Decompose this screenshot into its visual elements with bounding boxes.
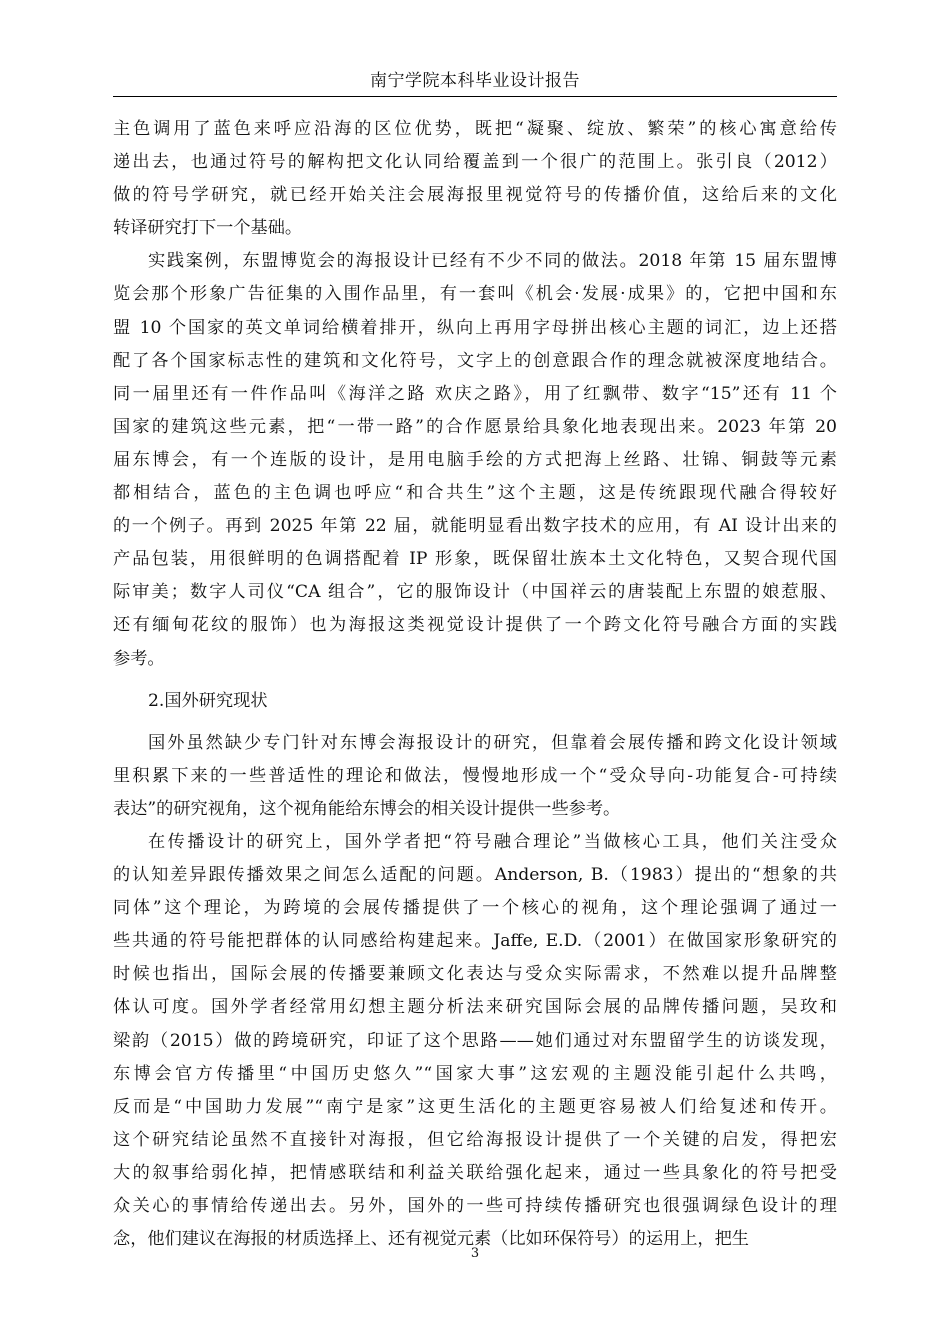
text-line: 时候也指出，国际会展的传播要兼顾文化表达与受众实际需求，不然难以提升品牌整 [113,964,837,985]
text-line: 的一个例子。再到 2025 年第 22 届，就能明显看出数字技术的应用，有 AI 设计出来的 [113,516,837,537]
text-line: 东博会官方传播里“中国历史悠久”“国家大事”这宏观的主题没能引起什么共鸣， [113,1063,837,1084]
text-line: 这个研究结论虽然不直接针对海报，但它给海报设计提供了一个关键的启发，得把宏 [113,1129,837,1150]
text-line: 览会那个形象广告征集的入围作品里，有一套叫《机会·发展·成果》的，它把中国和东 [113,284,837,305]
text-line: 实践案例，东盟博览会的海报设计已经有不少不同的做法。2018 年第 15 届东盟博 [148,251,837,272]
text-line: 转译研究打下一个基础。 [113,218,303,239]
text-line: 表达”的研究视角，这个视角能给东博会的相关设计提供一些参考。 [113,798,621,819]
paragraph [113,727,837,826]
text-line: 国家的建筑这些元素，把“一带一路”的合作愿景给具象化地表现出来。2023 年第 20 [113,416,837,437]
text-line: 里积累下来的一些普适性的理论和做法，慢慢地形成一个“受众导向-功能复合-可持续 [113,765,837,786]
text-line: 主色调用了蓝色来呼应沿海的区位优势，既把“凝聚、绽放、繁荣”的核心寓意给传 [113,119,837,139]
text-line: 大的叙事给弱化掉，把情感联结和利益关联给强化起来，通过一些具象化的符号把受 [113,1162,837,1183]
text-line: 的认知差异跟传播效果之间怎么适配的问题。Anderson, B.（1983）提出的“想象的共 [113,865,837,886]
text-line: 体认可度。国外学者经常用幻想主题分析法来研究国际会展的品牌传播问题，吴玫和 [113,997,837,1018]
text-line: 还有缅甸花纹的服饰）也为海报这类视觉设计提供了一个跨文化符号融合方面的实践 [113,615,837,636]
text-line: 盟 10 个国家的英文单词给横着排开，纵向上再用字母拼出核心主题的词汇，边上还搭 [113,317,837,338]
page-number: 3 [470,1246,480,1261]
section-heading: 2.国外研究现状 [148,690,268,711]
text-line: 届东博会，有一个连版的设计，是用电脑手绘的方式把海上丝路、壮锦、铜鼓等元素 [113,449,837,470]
text-line: 些共通的符号能把群体的认同感给构建起来。Jaffe, E.D.（2001）在做国家形象研究的 [113,931,837,952]
text-line: 众关心的事情给传递出去。另外，国外的一些可持续传播研究也很强调绿色设计的理 [113,1196,837,1216]
text-line: 产品包装，用很鲜明的色调搭配着 IP 形象，既保留壮族本土文化特色，又契合现代国 [113,549,837,570]
text-line: 都相结合，蓝色的主色调也呼应“和合共生”这个主题，这是传统跟现代融合得较好 [113,483,837,504]
text-line: 念，他们建议在海报的材质选择上、还有视觉元素（比如环保符号）的运用上，把生 [113,1229,749,1250]
text-line: 配了各个国家标志性的建筑和文化符号，文字上的创意跟合作的理念就被深度地结合。 [113,350,837,371]
text-line: 同一届里还有一件作品叫《海洋之路 欢庆之路》，用了红飘带、数字“15”还有 11 个 [113,383,837,404]
text-line: 同体”这个理论，为跨境的会展传播提供了一个核心的视角，这个理论强调了通过一 [113,898,837,919]
text-line: 在传播设计的研究上，国外学者把“符号融合理论”当做核心工具，他们关注受众 [148,831,837,852]
text-line: 递出去，也通过符号的解构把文化认同给覆盖到一个很广的范围上。张引良（2012） [113,152,837,173]
text-line: 反而是“中国助力发展”“南宁是家”这更生活化的主题更容易被人们给复述和传开。 [113,1096,837,1117]
text-line: 参考。 [113,648,165,669]
text-line: 做的符号学研究，就已经开始关注会展海报里视觉符号的传播价值，这给后来的文化 [113,185,837,206]
paragraph [113,826,837,1256]
body-text [113,113,837,1256]
paragraph [113,245,837,675]
running-header: 南宁学院本科毕业设计报告 [113,66,837,97]
text-line: 梁韵（2015）做的跨境研究，印证了这个思路——她们通过对东盟留学生的访谈发现， [113,1030,837,1051]
text-line: 国外虽然缺少专门针对东博会海报设计的研究，但靠着会展传播和跨文化设计领域 [148,732,837,753]
paragraph [113,113,837,245]
text-line: 际审美；数字人司仪“CA 组合”，它的服饰设计（中国祥云的唐装配上东盟的娘惹服、 [113,582,837,603]
